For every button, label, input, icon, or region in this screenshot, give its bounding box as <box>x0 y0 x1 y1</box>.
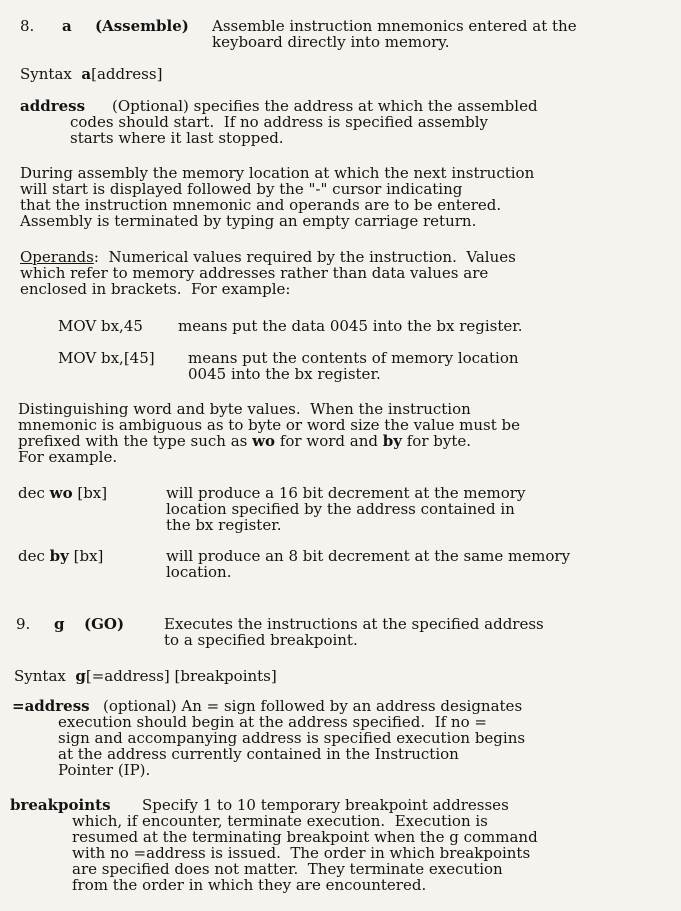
paragraph-line: During assembly the memory location at which the next instruction <box>20 164 535 182</box>
param-description: resumed at the terminating breakpoint when the g command <box>72 828 538 846</box>
syntax-label: Syntax <box>14 667 66 685</box>
paragraph-line: Assembly is terminated by typing an empty carriage return. <box>20 212 477 230</box>
example-code: MOV bx,[45] <box>58 349 155 367</box>
param-term: breakpoints <box>10 796 111 814</box>
keyword-by: by <box>382 432 402 450</box>
param-description: sign and accompanying address is specified execution begins <box>58 729 526 747</box>
syntax-line <box>20 66 162 82</box>
param-description: from the order in which they are encountered. <box>72 876 427 894</box>
command-letter: g <box>54 615 65 633</box>
example-text: will produce an 8 bit decrement at the same memory <box>166 547 571 565</box>
param-description: Specify 1 to 10 temporary breakpoint addresses <box>142 796 509 814</box>
example-code: dec wo [bx] <box>18 484 108 502</box>
example-code: MOV bx,45 <box>58 317 143 335</box>
paragraph-line: For example. <box>18 448 118 466</box>
param-term: address <box>20 97 86 115</box>
param-term: =address <box>12 697 90 715</box>
paragraph-line: will start is displayed followed by the "-" cursor indicating <box>20 180 463 198</box>
operands-heading: Operands <box>20 248 94 266</box>
example-text: means put the contents of memory location <box>188 349 519 367</box>
example-code: dec by [bx] <box>18 547 104 565</box>
param-description: Pointer (IP). <box>58 761 151 779</box>
param-description: codes should start. If no address is specified assembly <box>70 113 489 131</box>
param-description: (Optional) specifies the address at which the assembled <box>112 97 538 115</box>
paragraph-line: that the instruction mnemonic and operands are to be entered. <box>20 196 502 214</box>
param-description: at the address currently contained in the Instruction <box>58 745 459 763</box>
section-number: 9. <box>16 615 31 633</box>
param-description: starts where it last stopped. <box>70 129 284 147</box>
paragraph-line: enclosed in brackets. For example: <box>20 280 291 298</box>
syntax-command: a <box>81 65 92 83</box>
example-text: 0045 into the bx register. <box>188 365 381 383</box>
example-text: the bx register. <box>166 516 282 534</box>
command-letter: a <box>62 17 72 35</box>
paragraph-line: Distinguishing word and byte values. When the instruction <box>18 400 471 418</box>
command-name: (Assemble) <box>95 17 189 35</box>
command-description: to a specified breakpoint. <box>164 631 358 649</box>
paragraph-line: which refer to memory addresses rather than data values are <box>20 264 489 282</box>
command-description: Assemble instruction mnemonics entered at the <box>212 17 577 35</box>
example-text: location specified by the address contained in <box>166 500 515 518</box>
param-description: (optional) An = sign followed by an address designates <box>103 697 523 715</box>
syntax-line <box>14 668 277 684</box>
syntax-args: [address] <box>91 65 163 83</box>
command-name: (GO) <box>84 615 125 633</box>
example-text: location. <box>166 563 232 581</box>
param-description: are specified does not matter. They terminate execution <box>72 860 503 878</box>
paragraph-line: mnemonic is ambiguous as to byte or word size the value must be <box>18 416 521 434</box>
param-description: with no =address is issued. The order in which breakpoints <box>72 844 531 862</box>
example-text: will produce a 16 bit decrement at the memory <box>166 484 526 502</box>
section-number: 8. <box>20 17 35 35</box>
command-description: keyboard directly into memory. <box>212 33 450 51</box>
command-description: Executes the instructions at the specified address <box>164 615 544 633</box>
keyword-wo: wo <box>252 432 276 450</box>
param-description: which, if encounter, terminate execution. Execution is <box>72 812 488 830</box>
syntax-command: g <box>75 667 86 685</box>
example-text: means put the data 0045 into the bx register. <box>178 317 523 335</box>
param-description: execution should begin at the address specified. If no = <box>58 713 487 731</box>
syntax-label: Syntax <box>20 65 72 83</box>
paragraph-line: Operands: Numerical values required by the instruction. Values <box>20 248 516 266</box>
paragraph-line: prefixed with the type such as wo for word and by for byte. <box>18 432 472 450</box>
syntax-args: [=address] [breakpoints] <box>85 667 277 685</box>
